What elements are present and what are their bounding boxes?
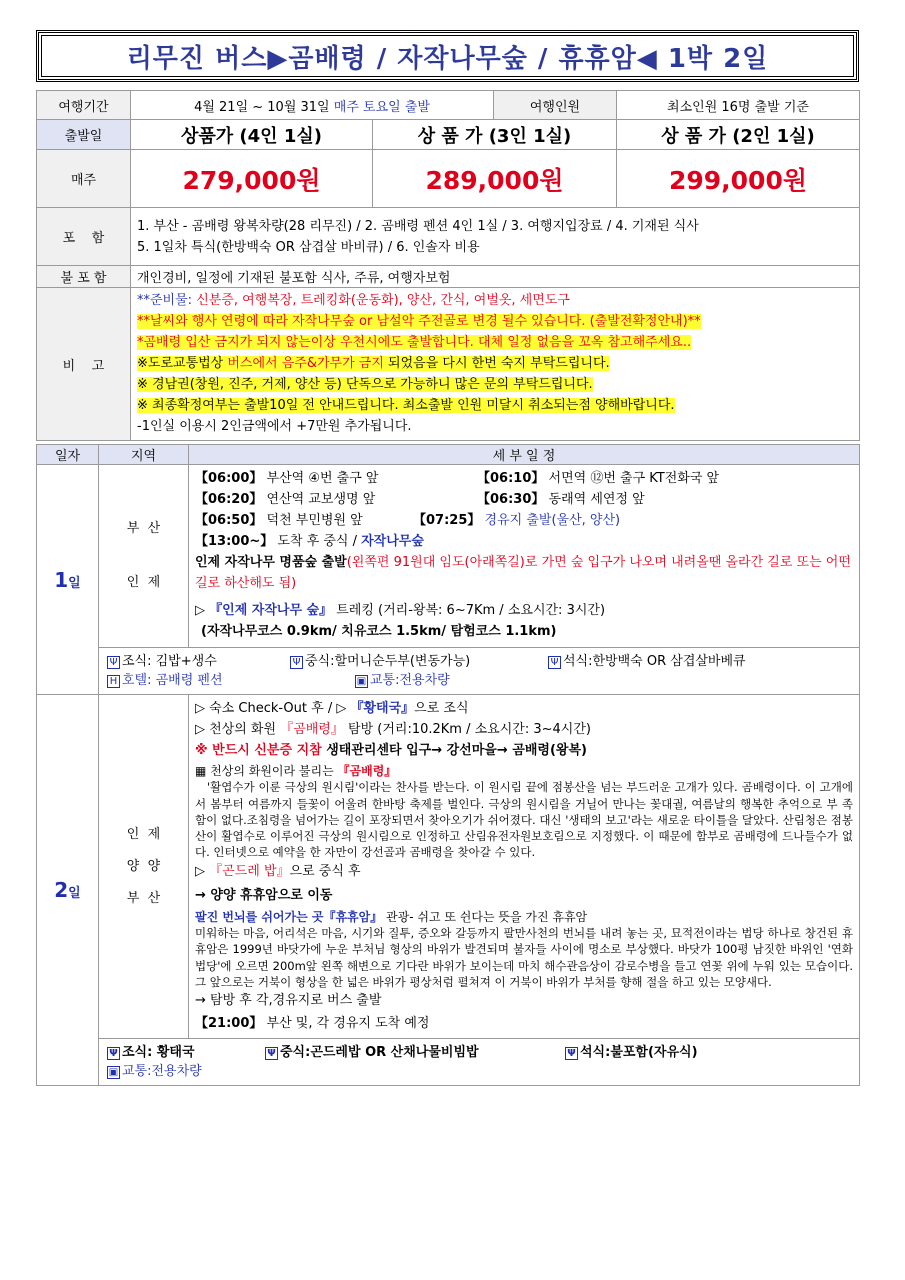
remark-line-2: **날씨와 행사 연령에 따라 자작나무숲 or 남설악 주전골로 변경 될수 있습니다. (출발전확정안내)** (137, 314, 701, 329)
price-2: 299,000원 (617, 150, 860, 208)
day1-meals: Ψ 조식: 김밥+생수 Ψ 중식:할머니순두부(변동가능) Ψ 석식:한방백숙 OR 삼겹살바베큐 H 호텔: 곰배령 펜션 ▣ 교통:전용차량 (99, 648, 860, 695)
summary-table (36, 90, 860, 441)
day2-gombae-title: ▦ 천상의 화원이라 불리는 『곰배령』 (195, 764, 397, 778)
price-4: 279,000원 (131, 150, 373, 208)
fork-knife-icon: Ψ (290, 656, 303, 669)
day1-courses: (자작나무코스 0.9km/ 치유코스 1.5km/ 탐험코스 1.1km) (201, 624, 557, 639)
product-title-2: 상 품 가 (2인 1실) (617, 120, 860, 150)
period-label: 여행기간 (37, 91, 131, 120)
day1-forest: 인제 자작나무 명품숲 출발(왼쪽편 91원대 임도(아래쪽길)로 가면 숲 입구가 나오며 내려올땐 올라간 길로 또는 어떤길로 하산해도 됨) (195, 555, 851, 591)
col-day: 일자 (37, 445, 99, 465)
day2-gombae: ▷ 천상의 화원 『곰배령』 탐방 (거리:10.2Km / 소요시간: 3~4시간) (195, 722, 591, 737)
day2-route: ※ 반드시 신분증 지참 생태관리센타 입구→ 강선마을→ 곰배령(왕복) (195, 743, 587, 758)
product-title-3: 상 품 가 (3인 1실) (373, 120, 617, 150)
remark-label: 비 고 (37, 288, 131, 441)
fork-knife-icon: Ψ (265, 1047, 278, 1060)
remark-line-6: ※ 최종확정여부는 출발10일 전 안내드립니다. 최소출발 인원 미달시 취소되는점 양해바랍니다. (137, 398, 675, 413)
bus-icon: ▣ (356, 676, 367, 687)
day2-checkout: ▷ 숙소 Check-Out 후 / ▷ 『황태국』으로 조식 (195, 701, 469, 716)
day2-return: → 탐방 후 각,경유지로 버스 출발 (195, 993, 382, 1009)
day1-number: 1일 (37, 465, 99, 695)
day2-detail (189, 695, 860, 1039)
schedule-table (36, 444, 860, 1086)
exclude-label: 불 포 함 (37, 266, 131, 288)
itinerary-sheet (36, 30, 859, 1086)
col-region: 지역 (99, 445, 189, 465)
page-title: 리무진 버스▶곰배령 / 자작나무숲 / 휴휴암◀ 1박 2일 (36, 30, 859, 82)
fork-knife-icon: Ψ (548, 656, 561, 669)
product-title-4: 상품가 (4인 1실) (131, 120, 373, 150)
people-value: 최소인원 16명 출발 기준 (617, 91, 860, 120)
weekly-label: 매주 (37, 150, 131, 208)
price-3: 289,000원 (373, 150, 617, 208)
remark-line-7: -1인실 이용시 2인금액에서 +7만원 추가됩니다. (137, 419, 412, 434)
fork-knife-icon: Ψ (107, 656, 120, 669)
day1-arrive: 【13:00~】 도착 후 중식 / 자작나무숲 (195, 534, 424, 549)
day1-stops-row3: 【06:50】 덕천 부민병원 앞 【07:25】 경유지 출발(울산, 양산) (195, 513, 621, 528)
day1-stops-row1: 【06:00】 부산역 ④번 출구 앞 【06:10】 서면역 ⑫번 출구 KT전화국 앞 (195, 471, 720, 486)
hotel-icon: H (107, 675, 120, 688)
day2-hyuhyu-title: 팔진 번뇌를 쉬어가는 곳『휴휴암』 관광- 쉬고 또 쉰다는 뜻을 가진 휴휴암 (195, 909, 588, 924)
day2-meals: Ψ 조식: 황태국 Ψ 중식:곤드레밥 OR 산채나물비빔밥 Ψ 석식:불포함(자유식) ▣ 교통:전용차량 (99, 1039, 860, 1086)
day2-regions: 인 제 양 양 부 산 (99, 695, 189, 1039)
fork-knife-icon: Ψ (565, 1047, 578, 1060)
day2-number: 2일 (37, 695, 99, 1086)
day2-move: → 양양 휴휴암으로 이동 (195, 887, 333, 903)
remark-line-3: *곰배령 입산 금지가 되지 않는이상 우천시에도 출발합니다. 대체 일정 없음을 꼬옥 참고해주세요.. (137, 335, 692, 350)
period-value: 4월 21일 ~ 10월 31일 매주 토요일 출발 (131, 91, 494, 120)
remark-line-1: **준비물: 신분증, 여행복장, 트레킹화(운동화), 양산, 간식, 여벌옷, 세면도구 (137, 293, 570, 308)
day1-stops-row2: 【06:20】 연산역 교보생명 앞 【06:30】 동래역 세연정 앞 (195, 492, 645, 507)
day2-hyuhyu-desc: 미워하는 마음, 어리석은 마음, 시기와 질투, 증오와 갈등까지 팔만사천의 번뇌를 내려 놓는 곳, 묘적전이라는 법당 하나로 창건된 휴휴암은 1999년 바닷가에 누운 부처님 형상의 바위가 발견되며 불자들 사이에 명소로 부상했다. 바닷가 100평 남짓한 바위인 '연화법당'에 오르면 200m앞 왼쪽 해변으로 기다란 바위가 보이는데 마치 해수관음상이 감로수병을 들고 연꽃 위에 누워 있는 모습이다. 그 앞으로는 거북이 형상을 한 넓은 바위가 평상처럼 펼쳐져 이 거북이 바위가 부처를 향해 절을 하고 있는 모양새다. (195, 926, 853, 989)
exclude-value: 개인경비, 일정에 기재된 불포함 식사, 주류, 여행자보험 (131, 266, 860, 288)
day2-gombae-desc: '활엽수가 이룬 극상의 원시림'이라는 찬사를 받는다. 이 원시림 끝에 점봉산을 넘는 부드러운 고개가 있다. 곰배령이다. 이 고개에서 봄부터 여름까지 들꽃이 어울려 한바탕 축제를 벌인다. 극상의 원시림을 거닐어 만나는 꽃대궐, 여름날의 행복한 추억으로 부 족함이 없다.조침령을 넘어가는 길이 포장되면서 찾아오기가 쉬어졌다. 대신 '생태의 보고'라는 새로운 타이틀을 달았다. 산림청은 점봉산이 활엽수로 이루어진 극상의 원시림으로 인정하고 산림유전자원보호림으로 지정했다. 이 때문에 함부로 곰배령에 드나들수가 없다. 인터넷으로 예약을 한 자만이 강선골과 곰배령을 찾아갈 수 있다. (195, 780, 853, 860)
day1-regions: 부 산 인 제 (99, 465, 189, 648)
bus-icon: ▣ (108, 1067, 119, 1079)
include-label: 포 함 (37, 208, 131, 266)
remark-value (131, 288, 860, 441)
day2-lunch: ▷ 『곤드레 밥』으로 중식 후 (195, 863, 361, 879)
day1-detail (189, 465, 860, 648)
day1-trek: ▷ 『인제 자작나무 숲』 트레킹 (거리-왕복: 6~7Km / 소요시간: 3시간) (195, 603, 606, 618)
include-value: 1. 부산 - 곰배령 왕복차량(28 리무진) / 2. 곰배령 펜션 4인 1실 / 3. 여행지입장료 / 4. 기재된 식사 5. 1일차 특식(한방백숙 OR 삼겹살 바비큐) / 6. 인솔자 비용 (131, 208, 860, 266)
people-label: 여행인원 (494, 91, 617, 120)
day2-arrive: 【21:00】 부산 및, 각 경유지 도착 예정 (195, 1016, 430, 1032)
remark-line-5: ※ 경남권(창원, 진주, 거제, 양산 등) 단독으로 가능하니 많은 문의 부탁드립니다. (137, 377, 593, 392)
departure-label: 출발일 (37, 120, 131, 150)
remark-line-4: ※도로교통법상 버스에서 음주&가무가 금지 되었음을 다시 한번 숙지 부탁드립니다. (137, 356, 610, 371)
col-detail: 세 부 일 정 (189, 445, 860, 465)
fork-knife-icon: Ψ (107, 1047, 120, 1060)
